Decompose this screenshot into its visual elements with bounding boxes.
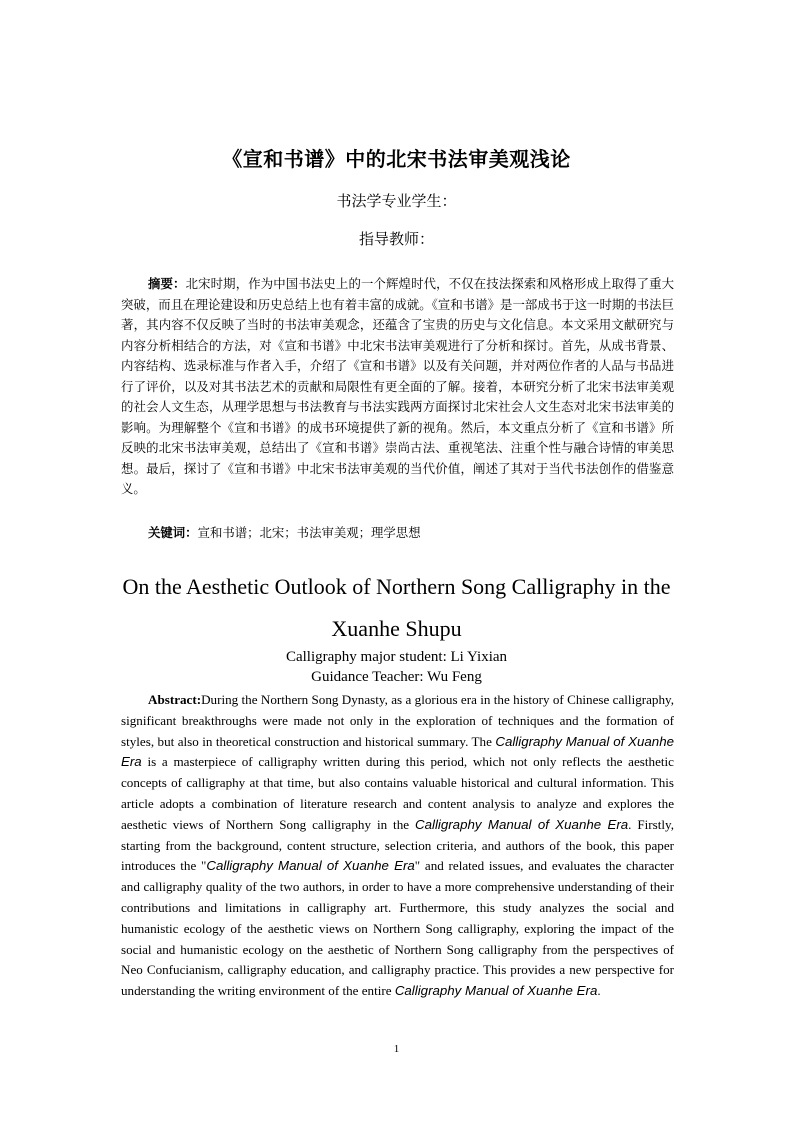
book-title-reference: Calligraphy Manual of Xuanhe Era xyxy=(206,858,415,874)
book-title-reference: Calligraphy Manual of Xuanhe Era xyxy=(415,816,629,832)
chinese-abstract-label: 摘要： xyxy=(148,276,186,291)
english-abstract-part-1: During the Northern Song Dynasty, as a glorious era in the history of Chinese calligraphy, significant breakthroughs were made not only in the exploration of techniques and the formation of styles, but also in theoretical construction and historical summary. The xyxy=(121,692,674,749)
english-abstract-part-3: . Firstly, starting from the background, content structure, selection criteria, and authors of the book, this paper introduces the " xyxy=(121,816,674,874)
book-title-reference: Calligraphy Manual of Xuanhe Era xyxy=(394,983,598,999)
chinese-title: 《宣和书谱》中的北宋书法审美观浅论 xyxy=(222,147,571,171)
book-title-reference: Calligraphy Manual of Xuanhe Era xyxy=(121,733,674,770)
chinese-abstract-text: 北宋时期，作为中国书法史上的一个辉煌时代，不仅在技法探索和风格形成上取得了重大突破，而且在理论建设和历史总结上也有着丰富的成就。《宣和书谱》是一部成书于这一时期的书法巨著，其内容不仅反映了当时的书法审美观念，还蕴含了宝贵的历史与文化信息。本文采用文献研究与内容分析相结合的方法，对《宣和书谱》中北宋书法审美观进行了分析和探讨。首先，从成书背景、内容结构、选录标准与作者入手，介绍了《宣和书谱》以及有关问题，并对两位作者的人品与书品进行了评价，以及对其书法艺术的贡献和局限性有更全面的了解。接着，本研究分析了北宋书法审美观的社会人文生态，从理学思想与书法教育与书法实践两方面探讨北宋社会人文生态对北宋书法审美的影响。为理解整个《宣和书谱》的成书环境提供了新的视角。然后，本文重点分析了《宣和书谱》所反映的北宋书法审美观，总结出了《宣和书谱》崇尚古法、重视笔法、注重个性与融合诗情的审美思想。最后，探讨了《宣和书谱》中北宋书法审美观的当代价值，阐述了其对于当代书法创作的借鉴意义。 xyxy=(121,276,675,496)
english-abstract-part-2: is a masterpiece of calligraphy written during this period, which not only reflects the aesthetic concepts of calligraphy at that time, but also contains valuable historical and cultural information. This article adopts a combination of literature research and content analysis to analyze and explores the aesthetic views of Northern Song calligraphy in the xyxy=(121,754,674,832)
chinese-keywords-text: 宣和书谱；北宋；书法审美观；理学思想 xyxy=(197,525,421,540)
english-abstract-part-4: " and related issues, and evaluates the character and calligraphy quality of the two authors, in order to have a more comprehensive understanding of their contributions and limitations in calligraphy art. Furthermore, this study analyzes the social and humanistic ecology of the aesthetic views on Northern Song calligraphy, exploring the impact of the social and humanistic ecology on the aesthetic of Northern Song calligraphy from the perspectives of Neo Confucianism, calligraphy education, and calligraphy practice. This provides a new perspective for understanding the writing environment of the entire xyxy=(121,858,675,999)
english-student-line: Calligraphy major student: Li Yixian xyxy=(285,649,508,665)
page-number: 1 xyxy=(393,1043,400,1055)
chinese-teacher-line: 指导教师： xyxy=(358,230,434,248)
chinese-abstract xyxy=(121,274,674,500)
english-teacher-line: Guidance Teacher: Wu Feng xyxy=(311,669,482,685)
english-abstract-part-5: . xyxy=(597,983,601,999)
chinese-student-line: 书法学专业学生： xyxy=(336,192,457,210)
english-abstract xyxy=(121,690,674,1002)
chinese-keywords xyxy=(148,523,421,543)
english-abstract-label: Abstract: xyxy=(148,692,202,707)
english-title: On the Aesthetic Outlook of Northern Song Calligraphy in the Xuanhe Shupu xyxy=(122,574,671,641)
chinese-keywords-label: 关键词： xyxy=(148,525,198,540)
